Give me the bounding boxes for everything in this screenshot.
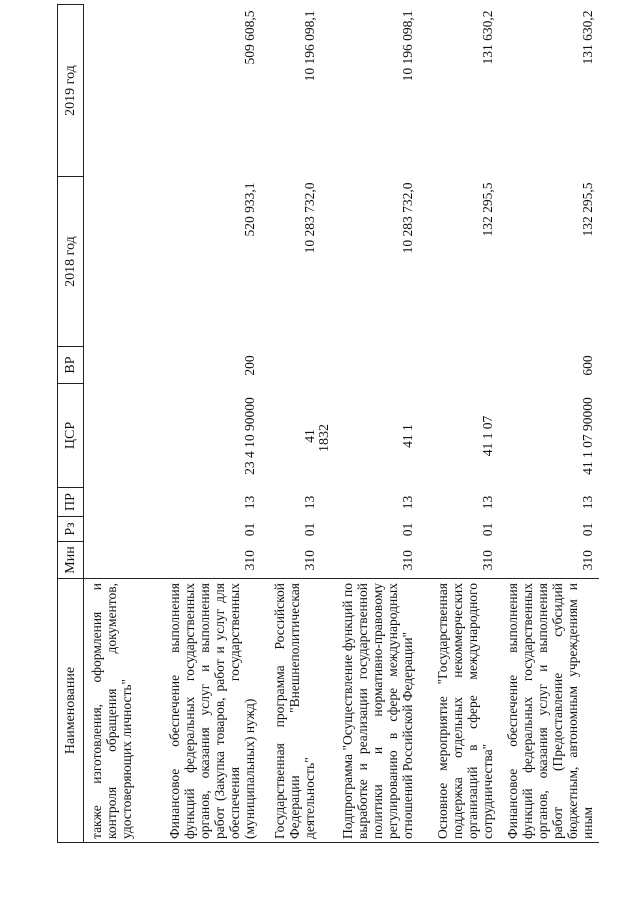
- row-2018: 132 295,5: [480, 182, 496, 237]
- row-2018: 10 283 732,0: [400, 182, 416, 254]
- row-2019: [84, 5, 162, 177]
- row-min: 310: [400, 550, 416, 571]
- row-min: 310: [242, 550, 258, 571]
- table-row: [500, 5, 600, 843]
- row-pr: 13: [302, 495, 318, 510]
- table-row: [420, 5, 500, 843]
- row-name: Основное мероприятие "Государственная поддержка отдельных некоммерческих организаций в сфере международного сотрудничества": [420, 579, 500, 843]
- row-2018: 132 295,5: [580, 182, 596, 237]
- table-row: [162, 5, 262, 843]
- table-row: [322, 5, 420, 843]
- row-rz: 01: [302, 522, 318, 537]
- row-vr: 600: [580, 355, 596, 376]
- row-name: Государственная программа Российской Федерации "Внешнеполитическая деятельность": [262, 579, 322, 843]
- header-pr: ПР: [58, 488, 84, 517]
- row-vr: 200: [242, 355, 258, 376]
- row-min: 310: [480, 550, 496, 571]
- row-2019: 10 196 098,1: [302, 10, 318, 82]
- budget-table: [57, 4, 599, 843]
- row-rz: 01: [400, 522, 416, 537]
- row-pr: 13: [400, 495, 416, 510]
- page-number: 1832: [317, 424, 332, 452]
- row-min: 310: [580, 550, 596, 571]
- row-min: 310: [302, 550, 318, 571]
- table-row: [262, 5, 322, 843]
- row-csr: 41: [302, 429, 318, 443]
- row-name: также изготовления, оформления и контроля обращения документов, удостоверяющих личность": [84, 579, 162, 843]
- row-2018: 520 933,1: [242, 182, 258, 237]
- header-name: Наименование: [58, 579, 84, 843]
- row-name: Финансовое обеспечение выполнения функций федеральных государственных органов, оказания услуг и выполнения работ (Предоставление субсидий бюджетным, автономным учреждениям и иным: [500, 579, 600, 843]
- header-2019: 2019 год: [58, 5, 84, 177]
- row-pr: [84, 488, 162, 517]
- row-name: Подпрограмма "Осуществление функций по выработке и реализации государственной политики и нормативно-правовому регулированию в сфере международных отношений Российской Федерации": [322, 579, 420, 843]
- header-2018: 2018 год: [58, 177, 84, 347]
- row-csr: [84, 384, 162, 488]
- row-rz: 01: [242, 522, 258, 537]
- row-2019: 10 196 098,1: [400, 10, 416, 82]
- header-vr: ВР: [58, 347, 84, 384]
- row-pr: 13: [242, 495, 258, 510]
- row-csr: 41 1: [400, 424, 416, 448]
- row-2019: 131 630,2: [580, 10, 596, 65]
- row-vr: [262, 347, 322, 384]
- row-vr: [84, 347, 162, 384]
- row-2018: [84, 177, 162, 347]
- row-2019: 131 630,2: [480, 10, 496, 65]
- row-rz: 01: [580, 522, 596, 537]
- row-csr: 23 4 10 90000: [242, 397, 258, 475]
- row-csr: 41 1 07: [480, 415, 496, 457]
- row-min: [84, 542, 162, 579]
- header-csr: ЦСР: [58, 384, 84, 488]
- table-row: [84, 5, 162, 843]
- header-rz: Рз: [58, 517, 84, 542]
- row-name: Финансовое обеспечение выполнения функций федеральных государственных органов, оказания услуг и выполнения работ (Закупка товаров, работ и услуг для обеспечения государственных (муниципальных) нужд): [162, 579, 262, 843]
- table-header-row: [58, 5, 84, 843]
- row-rz: [84, 517, 162, 542]
- row-vr: [420, 347, 500, 384]
- row-pr: 13: [580, 495, 596, 510]
- row-csr: 41 1 07 90000: [580, 397, 596, 475]
- row-pr: 13: [480, 495, 496, 510]
- row-vr: [322, 347, 420, 384]
- row-rz: 01: [480, 522, 496, 537]
- row-2019: 509 608,5: [242, 10, 258, 65]
- row-2018: 10 283 732,0: [302, 182, 318, 254]
- header-min: Мин: [58, 542, 84, 579]
